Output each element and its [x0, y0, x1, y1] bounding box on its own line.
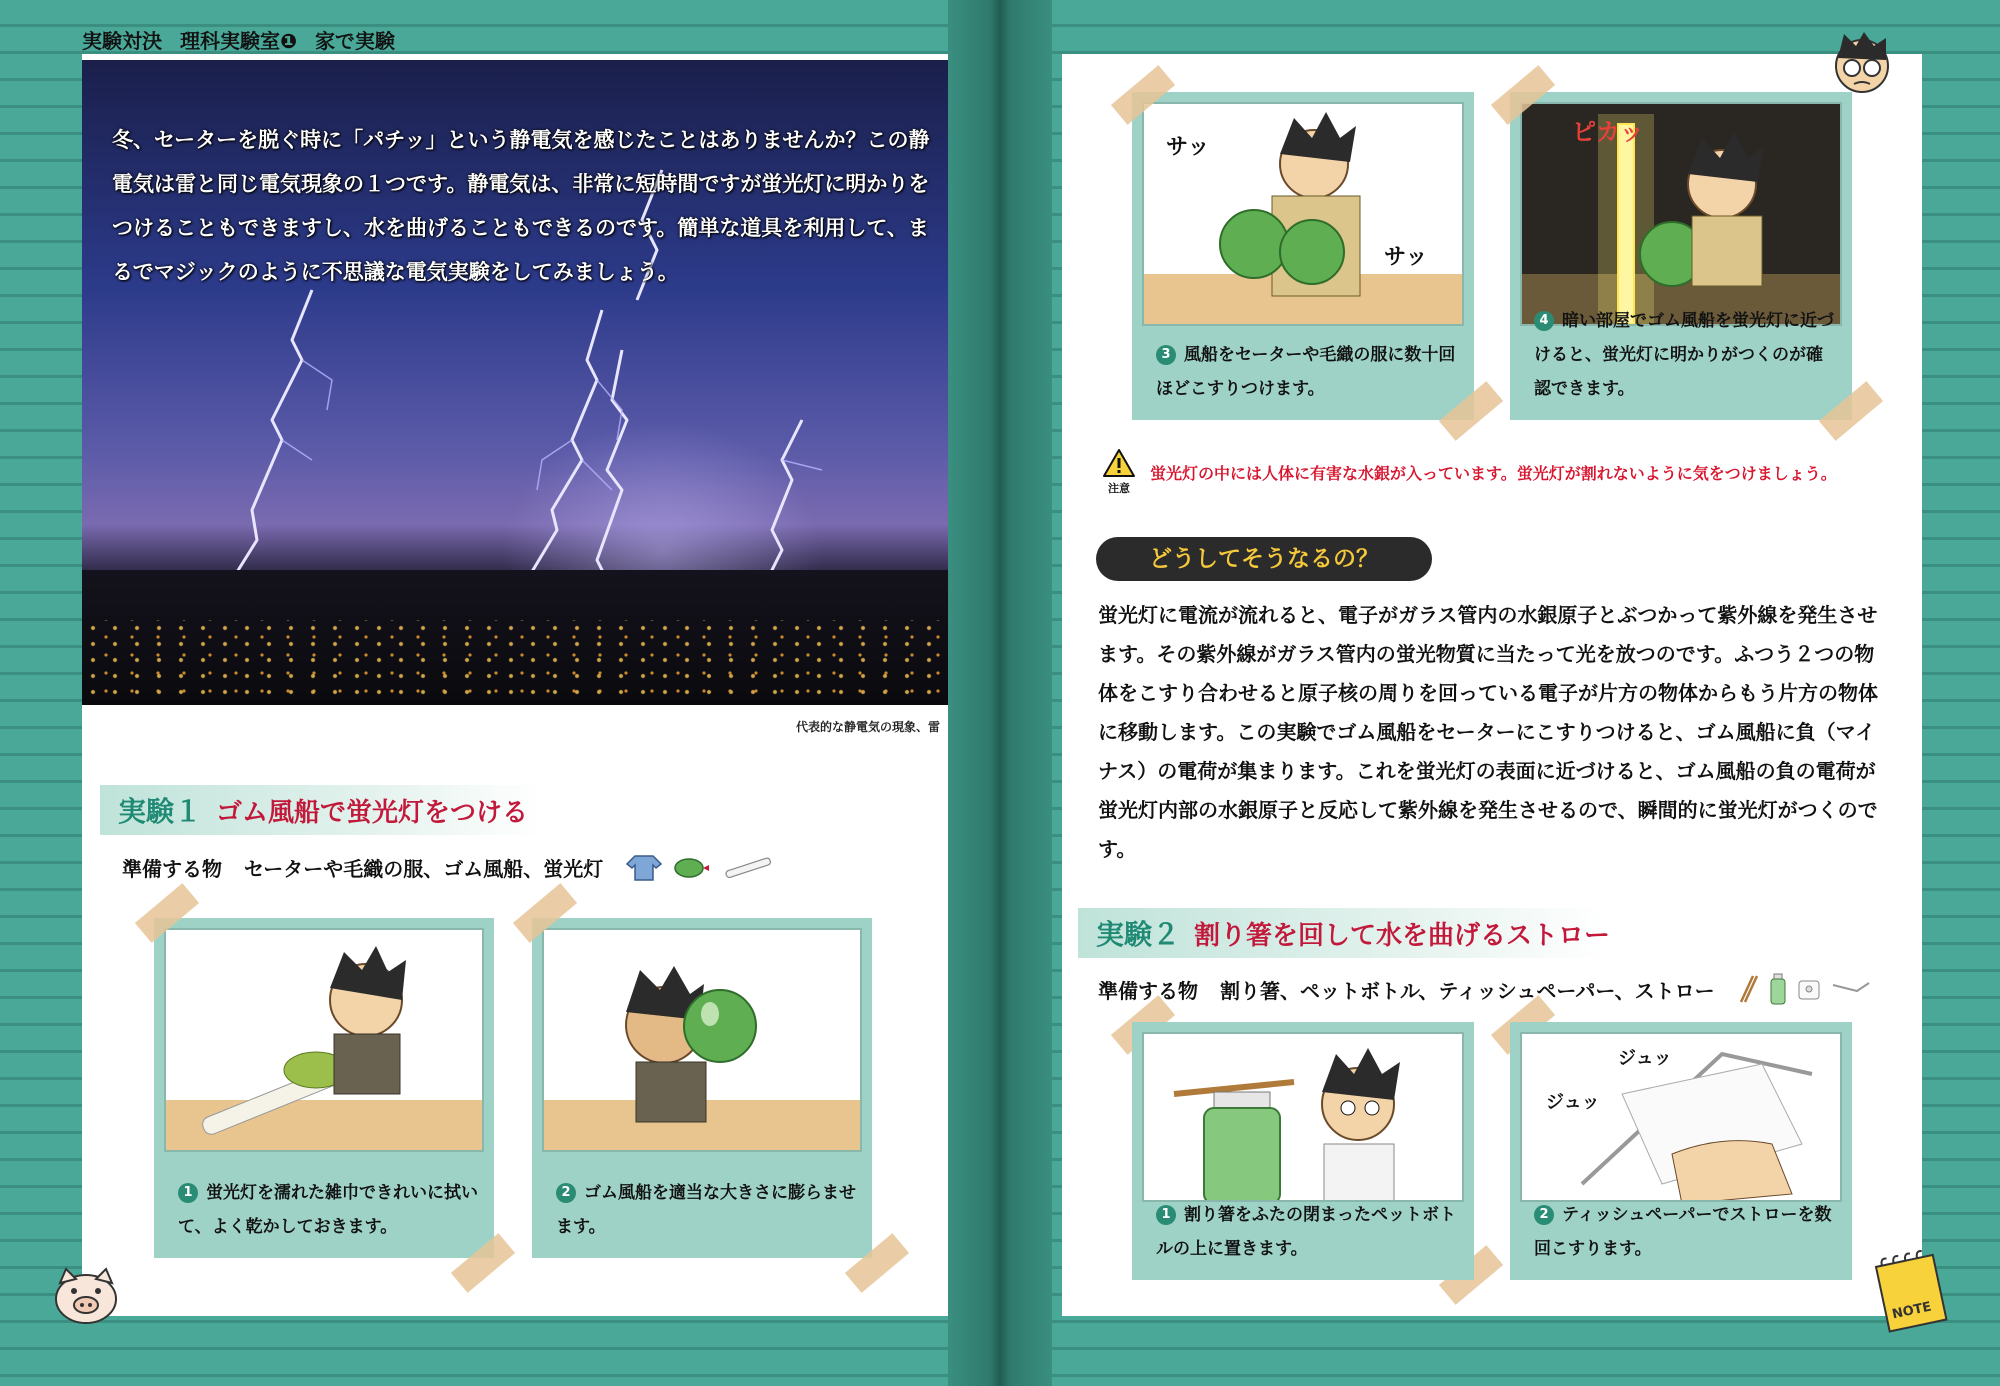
straw-icon: [1831, 979, 1871, 999]
step-number: 1: [1156, 1205, 1176, 1225]
experiment1-step3-panel: [1132, 92, 1474, 420]
step1-text: [1156, 1198, 1460, 1266]
rubbing-straw-illustration: [1522, 1034, 1840, 1202]
character-face-icon: [1830, 28, 1894, 96]
caution-text: 蛍光灯の中には人体に有害な水銀が入っています。蛍光灯が割れないように気をつけましょう。: [1150, 463, 1837, 483]
sfx-text: ジュッ: [1618, 1048, 1672, 1069]
step4-text: [1534, 304, 1838, 406]
experiment2-prep: [1098, 972, 1871, 1006]
experiment1-step2-panel: [532, 918, 872, 1258]
book-title: 理科実験室❶: [180, 28, 297, 53]
caution-sign: [1102, 448, 1136, 496]
blowing-balloon-illustration: [544, 930, 860, 1152]
prep-icons: [625, 852, 777, 882]
exp2-step1-description: 割り箸をふたの閉まったペットボトルの上に置きます。: [1156, 1205, 1456, 1259]
warning-icon: [1102, 448, 1136, 478]
caution-label: 注意: [1108, 482, 1130, 495]
sfx-text: ジュッ: [1546, 1092, 1600, 1113]
exp2-step2-description: ティッシュペーパーでストローを数回こすります。: [1534, 1205, 1832, 1259]
book-gutter: [948, 0, 1052, 1386]
experiment2-title-bar: [1078, 908, 1698, 958]
step2-description: ゴム風船を適当な大きさに膨らませます。: [556, 1183, 856, 1237]
experiment1-title: ゴム風船で蛍光灯をつける: [216, 797, 529, 828]
step2-illustration: [542, 928, 862, 1152]
experiment2-step2-panel: [1510, 1022, 1852, 1280]
step1-illustration: [1142, 1032, 1464, 1202]
step3-illustration: [1142, 102, 1464, 326]
pet-bottle-icon: [1769, 972, 1787, 1006]
experiment2-title: 割り箸を回して水を曲げるストロー: [1194, 920, 1611, 951]
step-number: 3: [1156, 345, 1176, 365]
photo-caption: 代表的な静電気の現象、雷: [795, 720, 940, 734]
step-number: 1: [178, 1183, 198, 1203]
caution-note: [1102, 448, 1837, 496]
city-lights: [82, 620, 948, 700]
experiment1-prep: [122, 852, 777, 882]
balloon-icon: [673, 854, 711, 880]
step4-illustration: [1520, 102, 1842, 326]
sweater-icon: [625, 852, 663, 882]
step1-illustration: [164, 928, 484, 1152]
step-number: 2: [1534, 1205, 1554, 1225]
page-header: [82, 26, 395, 52]
experiment2-number: 実験２: [1096, 918, 1181, 951]
experiment1-step4-panel: [1510, 92, 1852, 420]
chopsticks-on-bottle-illustration: [1144, 1034, 1462, 1202]
step3-description: 風船をセーターや毛織の服に数十回ほどこすりつけます。: [1156, 345, 1456, 399]
experiment2-step1-panel: [1132, 1022, 1474, 1280]
step2-illustration: [1520, 1032, 1842, 1202]
step2-text: [556, 1176, 858, 1244]
notepad-icon: [1872, 1250, 1952, 1334]
series-title: 実験対決: [82, 28, 162, 53]
sfx-text: サッ: [1166, 135, 1210, 160]
prep-items: セーターや毛織の服、ゴム風船、蛍光灯: [244, 856, 604, 881]
prep-label: 準備する物: [1098, 978, 1198, 1003]
step-number: 2: [556, 1183, 576, 1203]
step1-text: [178, 1176, 480, 1244]
prep-items: 割り箸、ペットボトル、ティッシュペーパー、ストロー: [1220, 978, 1715, 1003]
intro-paragraph: 冬、セーターを脱ぐ時に「パチッ」という静電気を感じたことはありませんか？この静電気は雷と同じ電気現象の１つです。静電気は、非常に短時間ですが蛍光灯に明かりをつけることもできますし、水を曲げることもできるのです。簡単な道具を利用して、まるでマジックのように不思議な電気実験をしてみましょう。: [112, 128, 930, 284]
experiment1-number: 実験１: [118, 795, 203, 828]
chopsticks-icon: [1737, 974, 1759, 1004]
prep-label: 準備する物: [122, 856, 222, 881]
sfx-text: サッ: [1384, 245, 1428, 270]
step2-text: [1534, 1198, 1838, 1266]
lightning-photo: [82, 60, 948, 705]
fluorescent-tube-icon: [721, 856, 777, 878]
step3-text: [1156, 338, 1460, 406]
pig-icon: [50, 1265, 122, 1325]
step4-description: 暗い部屋でゴム風船を蛍光灯に近づけると、蛍光灯に明かりがつくのが確認できます。: [1534, 311, 1834, 399]
rubbing-balloon-illustration: [1144, 104, 1462, 326]
lit-tube-illustration: [1522, 104, 1840, 326]
prep-icons: [1737, 972, 1871, 1006]
sfx-text: ピカッ: [1572, 118, 1644, 146]
why-explanation: 蛍光灯に電流が流れると、電子がガラス管内の水銀原子とぶつかって紫外線を発生させます。その紫外線がガラス管内の蛍光物質に当たって光を放つのです。ふつう２つの物体をこすり合わせると原子核の周りを回っている電子が片方の物体からもう片方の物体に移動します。この実験でゴム風船をセーターにこすりつけると、ゴム風船に負（マイナス）の電荷が集まります。これを蛍光灯の表面に近づけると、ゴム風船の負の電荷が蛍光灯内部の水銀原子と反応して紫外線を発生させるので、瞬間的に蛍光灯がつくのです。: [1098, 603, 1878, 861]
cleaning-tube-illustration: [166, 930, 482, 1152]
experiment1-title-bar: [100, 785, 620, 835]
step-number: 4: [1534, 311, 1554, 331]
experiment1-step1-panel: [154, 918, 494, 1258]
note-label: NOTE: [1890, 1299, 1933, 1323]
tissue-roll-icon: [1797, 977, 1821, 1001]
section-title: 家で実験: [314, 28, 395, 53]
step1-description: 蛍光灯を濡れた雑巾できれいに拭いて、よく乾かしておきます。: [178, 1183, 478, 1237]
why-heading: どうしてそうなるの？: [1096, 537, 1432, 581]
